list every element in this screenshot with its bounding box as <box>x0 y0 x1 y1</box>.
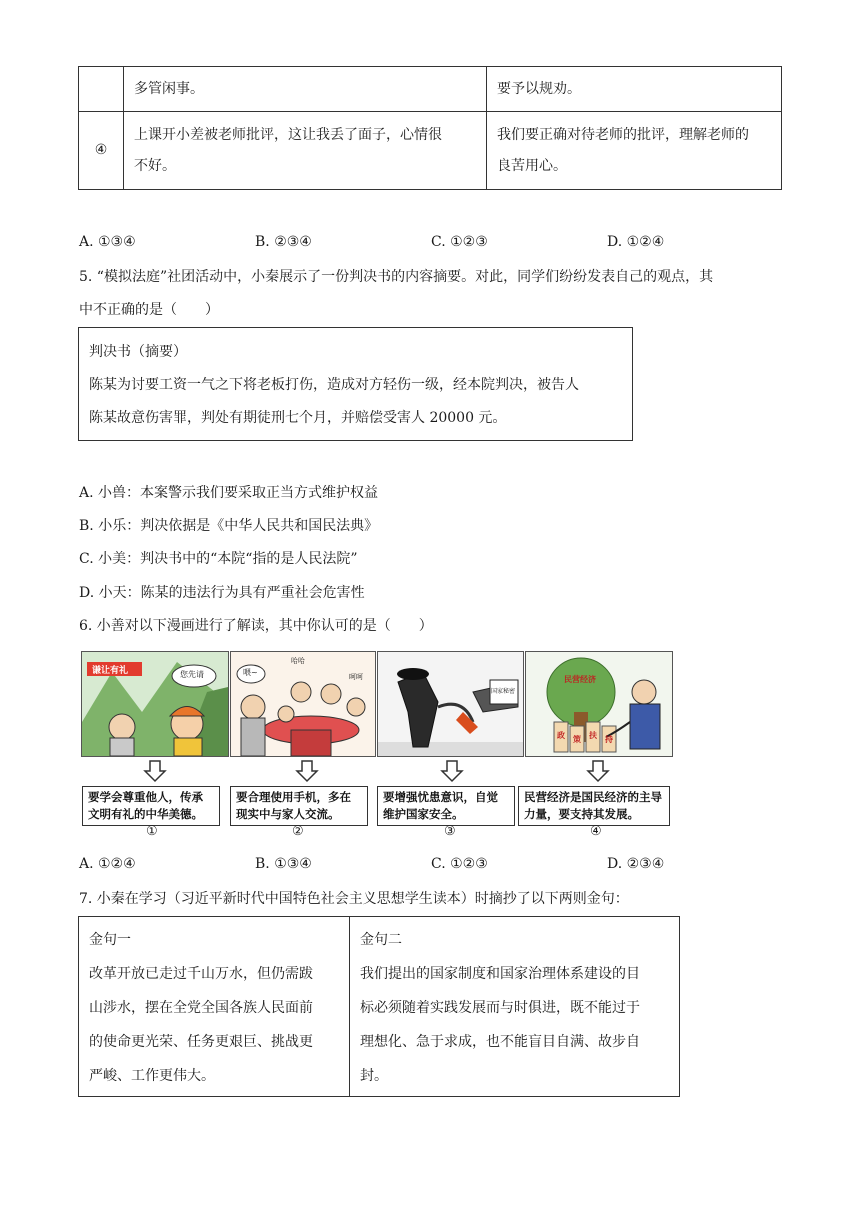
quote-two-line: 标必须随着实践发展而与时俱进，既不能过于 <box>360 1000 640 1016</box>
quote-two-line: 我们提出的国家制度和国家治理体系建设的目 <box>360 966 640 982</box>
judgment-title: 判决书（摘要） <box>89 344 187 360</box>
q5-option-a[interactable]: A. 小兽：本案警示我们要采取正当方式维护权益 <box>79 485 379 501</box>
quote-one-line: 改革开放已走过千山万水，但仍需跋 <box>89 966 313 982</box>
judgment-line-1: 陈某为讨要工资一气之下将老板打伤，造成对方轻伤一级，经本院判决，被告人 <box>89 377 579 393</box>
quote-one-title: 金句一 <box>89 932 131 948</box>
q4-option-b[interactable]: B. ②③④ <box>255 234 312 250</box>
q6-stem: 6. 小善对以下漫画进行了解读，其中你认可的是（ ） <box>79 618 433 634</box>
caption-4: 民营经济是国民经济的主导力量，要支持其发展。 <box>518 786 670 826</box>
panel-number-4: ④ <box>590 824 602 839</box>
q4-option-c[interactable]: C. ①②③ <box>431 234 488 250</box>
q5-option-d[interactable]: D. 小天：陈某的违法行为具有严重社会危害性 <box>79 585 365 601</box>
q4-row-num-cell <box>79 67 124 112</box>
cell-line: 良苦用心。 <box>497 157 567 174</box>
panel-2-sound-2: 呵呵 <box>349 673 363 681</box>
panel-4-fence-3: 扶 <box>589 730 597 740</box>
q5-stem-line-2: 中不正确的是（ ） <box>79 302 219 318</box>
cell-line: 我们要正确对待老师的批评，理解老师的 <box>497 126 749 143</box>
q4-row-num-cell: ④ <box>79 112 124 190</box>
down-arrow-icon <box>143 759 167 783</box>
q6-option-c[interactable]: C. ①②③ <box>431 856 488 872</box>
q4-row-behavior-cell <box>124 112 487 190</box>
judgment-box <box>78 327 633 441</box>
quote-two-cell <box>350 917 680 1097</box>
caption-3: 要增强忧患意识，自觉维护国家安全。 <box>377 786 515 826</box>
comic-panel-3 <box>377 651 524 757</box>
caption-2: 要合理使用手机，多在现实中与家人交流。 <box>230 786 368 826</box>
panel-number-1: ① <box>146 824 158 839</box>
spy-comic-illustration <box>378 652 523 756</box>
panel-4-fence-2: 策 <box>573 734 581 744</box>
panel-number-2: ② <box>292 824 304 839</box>
quote-two-line: 理想化、急于求成，也不能盲目自满、故步自 <box>360 1034 640 1050</box>
panel-1-bubble: 您先请 <box>180 670 204 679</box>
quote-two-title: 金句二 <box>360 932 402 948</box>
panel-number-3: ③ <box>444 824 456 839</box>
panel-2-sound-1: 哈哈 <box>291 657 305 665</box>
down-arrow-icon <box>295 759 319 783</box>
panel-4-fence-4: 持 <box>605 734 613 744</box>
q4-row-advice-cell <box>487 112 782 190</box>
q4-option-d[interactable]: D. ①②④ <box>607 234 665 250</box>
quote-one-cell <box>79 917 350 1097</box>
q5-option-b[interactable]: B. 小乐：判决依据是《中华人民共和国民法典》 <box>79 518 379 534</box>
down-arrow-icon <box>586 759 610 783</box>
q4-table <box>78 66 782 190</box>
q5-option-c[interactable]: C. 小美：判决书中的“本院“指的是人民法院” <box>79 551 358 567</box>
panel-1-banner: 谦让有礼 <box>92 666 129 676</box>
quote-one-line: 严峻、工作更伟大。 <box>89 1068 215 1084</box>
quote-one-line: 的使命更光荣、任务更艰巨、挑战更 <box>89 1034 313 1050</box>
cell-line: 不好。 <box>134 157 176 174</box>
comic-panel-1 <box>81 651 229 757</box>
q7-stem: 7. 小秦在学习（习近平新时代中国特色社会主义思想学生读本）时摘抄了以下两则金句： <box>79 891 629 907</box>
cell-line: 上课开小差被老师批评，这让我丢了面子，心情很 <box>134 126 442 143</box>
comic-panel-4 <box>525 651 673 757</box>
private-economy-comic-illustration <box>526 652 672 756</box>
panel-4-fence-1: 政 <box>557 730 565 740</box>
judgment-line-2: 陈某故意伤害罪，判处有期徒刑七个月，并赔偿受害人 20000 元。 <box>89 410 507 426</box>
q4-row-behavior-cell: 多管闲事。 <box>124 67 487 112</box>
panel-3-sign: 国家秘密 <box>491 688 516 695</box>
caption-1: 要学会尊重他人，传承文明有礼的中华美德。 <box>82 786 220 826</box>
q4-option-a[interactable]: A. ①③④ <box>79 234 136 250</box>
panel-2-bubble: 喂~ <box>243 668 258 677</box>
quote-two-line: 封。 <box>360 1068 388 1084</box>
down-arrow-icon <box>440 759 464 783</box>
quotes-table <box>78 916 680 1097</box>
quote-one-line: 山涉水，摆在全党全国各族人民面前 <box>89 1000 313 1016</box>
q6-option-b[interactable]: B. ①③④ <box>255 856 312 872</box>
q6-option-a[interactable]: A. ①②④ <box>79 856 136 872</box>
q6-option-d[interactable]: D. ②③④ <box>607 856 665 872</box>
comic-panel-2 <box>230 651 376 757</box>
q5-stem-line-1: 5. “模拟法庭”社团活动中，小秦展示了一份判决书的内容摘要。对此，同学们纷纷发表自己的观点，其 <box>79 269 714 285</box>
panel-4-sign: 民营经济 <box>564 675 596 684</box>
q4-row-advice-cell: 要予以规劝。 <box>487 67 782 112</box>
